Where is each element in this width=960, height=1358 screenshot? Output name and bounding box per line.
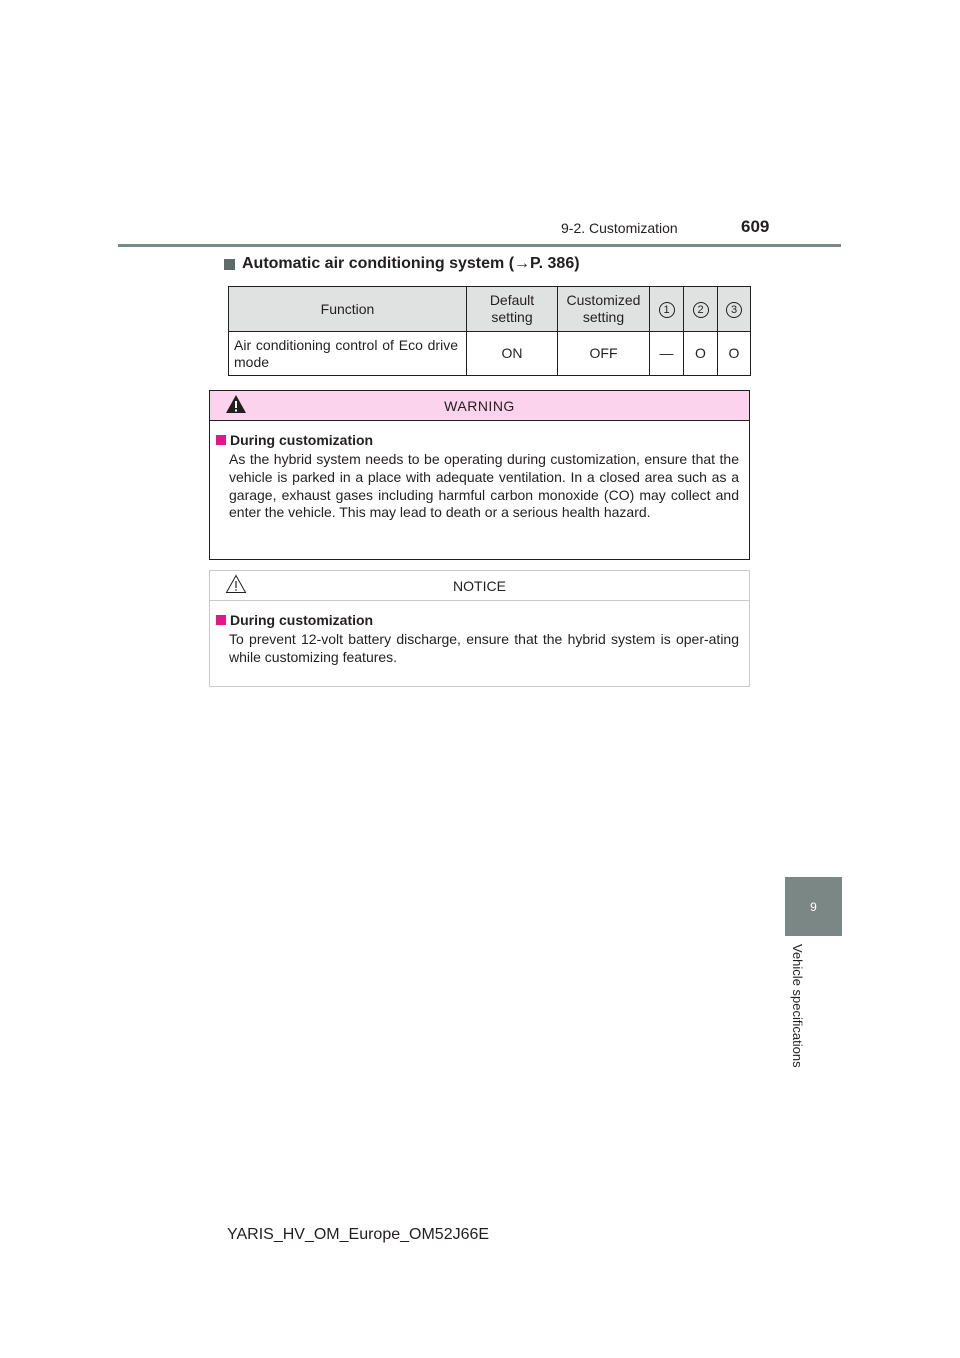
- settings-table: [228, 286, 751, 376]
- warning-triangle-icon: [225, 394, 247, 414]
- warning-box: [209, 390, 750, 560]
- warning-label: WARNING: [444, 397, 515, 414]
- header-function: Function: [229, 287, 467, 332]
- warning-header: [210, 391, 749, 421]
- chapter-tab: 9: [785, 877, 842, 936]
- header-rule: [118, 244, 841, 247]
- header-col-1: [650, 287, 684, 332]
- table-row: [229, 332, 751, 376]
- notice-header: [210, 571, 749, 601]
- section-heading-text: Automatic air conditioning system (→P. 386): [242, 255, 580, 272]
- circled-number-1: 1: [659, 302, 675, 318]
- cell-function: Air conditioning control of Eco drive mode: [229, 332, 467, 376]
- square-bullet-icon: [224, 259, 235, 270]
- square-bullet-icon: [216, 615, 226, 625]
- notice-triangle-icon: [225, 574, 247, 594]
- notice-subheading-text: During customization: [230, 612, 374, 628]
- cell-col-2: O: [684, 332, 718, 376]
- circled-number-3: 3: [726, 302, 742, 318]
- square-bullet-icon: [216, 435, 226, 445]
- notice-body: [210, 601, 749, 667]
- cell-default: ON: [467, 332, 558, 376]
- header-default-setting: Default setting: [467, 287, 558, 332]
- cell-col-3: O: [718, 332, 751, 376]
- table-header-row: [229, 287, 751, 332]
- notice-box: [209, 570, 750, 687]
- notice-text: To prevent 12-volt battery discharge, ensure that the hybrid system is oper-ating while customizing features.: [229, 631, 739, 665]
- header-col-2: [684, 287, 718, 332]
- header-customized-setting: Customized setting: [558, 287, 650, 332]
- header-section-title: 9-2. Customization: [561, 220, 678, 236]
- section-heading: [224, 255, 580, 273]
- circled-number-2: 2: [693, 302, 709, 318]
- warning-subheading-text: During customization: [230, 432, 374, 448]
- warning-text: As the hybrid system needs to be operating during customization, ensure that the vehicle is parked in a place with adequate ventilation. In a closed area such as a garage, exhaust gases including harmful carbon monoxide (CO) may collect and enter the vehicle. This may lead to death or a serious health hazard.: [229, 451, 739, 521]
- header-col-3: [718, 287, 751, 332]
- cell-col-1: —: [650, 332, 684, 376]
- notice-label: NOTICE: [453, 577, 506, 594]
- notice-subheading: [216, 612, 739, 628]
- chapter-label: Vehicle specifications: [790, 944, 805, 1068]
- page-number: 609: [741, 217, 770, 236]
- warning-body: [210, 421, 749, 522]
- cell-customized: OFF: [558, 332, 650, 376]
- warning-subheading: [216, 432, 739, 448]
- footer-doc-id: YARIS_HV_OM_Europe_OM52J66E: [227, 1226, 490, 1243]
